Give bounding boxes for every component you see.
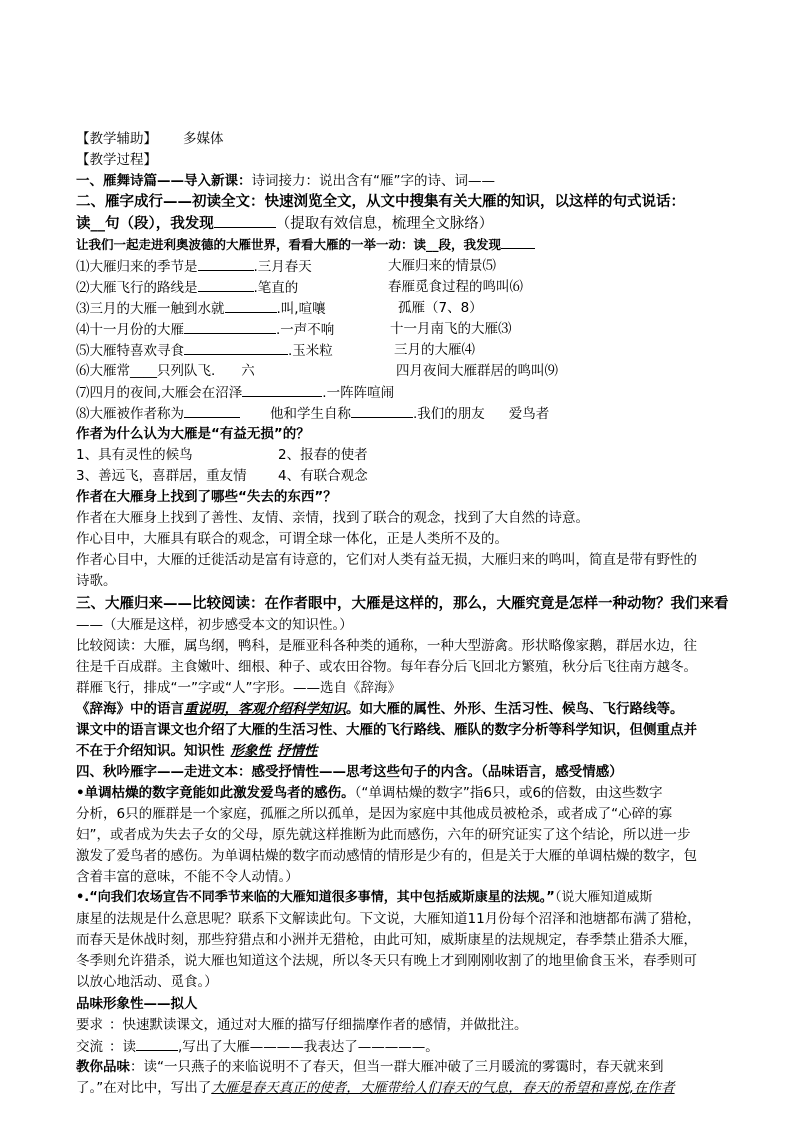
compare-line-2: 往是千百成群。主食嫩叶、细根、种子、或农田谷物。每年春分后飞回北方繁殖，秋分后飞往南方越冬。 xyxy=(76,659,697,675)
compare-line-5: 课文中的语言课文也介绍了大雁的生活习性、大雁的飞行路线、雁队的数字分析等科学知识，但侧重点并 xyxy=(76,722,697,738)
q1-answer-2: 2、报春的使者 xyxy=(278,447,368,463)
emphasis-text: 大雁是春天真正的使者，大雁带给人们春天的气息，春天的希望和喜悦,在作者 xyxy=(211,1080,675,1096)
q1-answer-3: 3、善远飞，喜群居，重友情 xyxy=(76,468,247,484)
q1-question: 作者为什么认为大雁是“有益无损”的？ xyxy=(76,426,310,442)
fill-row-6: ⑹大雁常____只列队飞. 六 xyxy=(76,363,255,379)
fill-row-3: ⑶三月的大雁一触到水就 .叫,喧嚷 xyxy=(76,298,326,319)
section2-title: 二、雁字成行——初读全文： xyxy=(76,194,265,210)
compare-line-4: 《辞海》中的语言重说明，客观介绍科学知识。如大雁的属性、外形、生活习性、候鸟、飞行路线等。 xyxy=(76,701,684,717)
bullet2-line5: 以放心地活动、觅食。） xyxy=(76,974,218,990)
compare-line-1: 比较阅读：大雁，属鸟纲，鸭科，是雁亚科各种类的通称，一种大型游禽。形状略像家鹅，群居水边，往 xyxy=(76,638,697,654)
bullet2-line3: 而春天是休战时刻，那些狩猎点和小洲并无猎枪，由此可知，威斯康星的法规规定，春季禁止猎杀大雁， xyxy=(76,932,697,948)
section1-line xyxy=(76,171,495,191)
emphasis-text: 形象性 xyxy=(230,743,271,759)
section3-text-b: ——（大雁是这样，初步感受本文的知识性。） xyxy=(76,617,353,633)
q2-question: 作者在大雁身上找到了哪些“失去的东西”？ xyxy=(76,489,337,505)
section2-line3 xyxy=(76,234,535,255)
q2-paragraph-2: 作心目中，大雁具有联合的观念，可谓全球一体化，正是人类所不及的。 xyxy=(76,531,508,547)
section5-title: 品味形象性——拟人 xyxy=(76,996,198,1012)
requirement-line: 要求 ：快速默读课文，通过对大雁的描写仔细揣摩作者的感情，并做批注。 xyxy=(76,1017,528,1033)
section3-line xyxy=(76,594,729,614)
fill-row-4: ⑷十一月份的大雁 .一声不响 xyxy=(76,319,334,340)
section1-title: 一、雁舞诗篇——导入新课： xyxy=(76,173,252,189)
fill-row-1-right: 大雁归来的情景⑸ xyxy=(388,258,496,274)
fill-row-7: ⑺四月的夜间,大雁会在沼泽 .一阵阵喧闹 xyxy=(76,382,394,403)
fill-row-4-right: 十一月南飞的大雁⑶ xyxy=(390,321,512,337)
bullet1-line1: •单调枯燥的数字竟能如此激发爱鸟者的感伤。（“单调枯燥的数字”指6只，或6的倍数，由这些数字 xyxy=(76,785,663,801)
section4-line xyxy=(76,762,623,782)
bullet1-line5: 含着丰富的意味，不能不令人动情。） xyxy=(76,869,299,885)
teaching-aid-value: 多媒体 xyxy=(183,131,224,147)
fill-row-2: ⑵大雁飞行的路线是 .笔直的 xyxy=(76,277,298,298)
bullet1-line3: 妇”，或者成为失去子女的父母，原先就这样推断为此而感伤，六年的研究证实了这个结论，所以进一步 xyxy=(76,827,691,843)
section3-title: 三、大雁归来——比较阅读： xyxy=(76,596,265,612)
fill-row-5-right: 三月的大雁⑷ xyxy=(394,342,475,358)
fill-row-2-right: 春雁觅食过程的鸣叫⑹ xyxy=(388,279,523,295)
section1-text: 诗词接力：说出含有“雁”字的诗、词—— xyxy=(251,173,495,189)
section2-sentence-pattern: 读__句（段），我发现 xyxy=(76,216,214,232)
fill-row-8: ⑻大雁被作者称为 他和学生自称 .我们的朋友 爱鸟者 xyxy=(76,403,549,424)
section2-hint: （提取有效信息，梳理全文脉络） xyxy=(275,216,494,232)
section4-title: 四、秋吟雁字——走进文本： xyxy=(76,764,252,780)
q2-paragraph-3b: 诗歌。 xyxy=(76,573,117,589)
section2-line2 xyxy=(76,213,493,234)
q1-answer-1: 1、具有灵性的候鸟 xyxy=(76,447,193,463)
q2-paragraph-3a: 作者心目中，大雁的迁徙活动是富有诗意的，它们对人类有益无损，大雁归来的鸣叫，简直是带有野性的 xyxy=(76,552,697,568)
exchange-label: 交流 xyxy=(76,1039,103,1055)
blank xyxy=(214,213,276,228)
teaching-aid-label: 【教学辅助】 xyxy=(76,131,157,147)
section2-line xyxy=(76,192,685,212)
fill-row-6-right: 四月夜间大雁群居的鸣叫⑼ xyxy=(396,363,558,379)
fill-row-3-right: 孤雁（7、8） xyxy=(398,300,483,316)
bullet2-line1: •.“向我们农场宣告不同季节来临的大雁知道很多事情，其中包括威斯康星的法规。”（说大雁知道威斯 xyxy=(76,890,653,905)
section4-text: 感受抒情性——思考这些句子的内含。（品味语言，感受情感） xyxy=(251,764,623,780)
q2-paragraph-1: 作者在大雁身上找到了善性、友情、亲情，找到了联合的观念，找到了大自然的诗意。 xyxy=(76,510,589,526)
teach-line2: 了。”在对比中，写出了大雁是春天真正的使者，大雁带给人们春天的气息，春天的希望和喜悦,在作者 xyxy=(76,1080,675,1096)
compare-line-3: 群雁飞行，排成“一”字或“人”字形。——选自《辞海》 xyxy=(76,680,401,696)
teaching-process-label: 【教学过程】 xyxy=(76,152,157,168)
blank xyxy=(501,234,535,249)
bullet2-line4: 冬季则允许猎杀，说大雁也知道这个法规，所以冬天只有晚上才到刚刚收割了的地里偷食玉米，春季则可 xyxy=(76,953,697,969)
teach-line: 教你品味：读“一只燕子的来临说明不了春天，但当一群大雁冲破了三月暖流的雾霭时，春天就来到 xyxy=(76,1059,664,1075)
teaching-aid-line xyxy=(76,129,224,149)
fill-row-5: ⑸大雁特喜欢寻食 .玉米粒 xyxy=(76,340,333,361)
emphasis-text: 抒情性 xyxy=(277,743,318,759)
fill-row-1: ⑴大雁归来的季节是 .三月春天 xyxy=(76,256,312,277)
q1-answer-4: 4、有联合观念 xyxy=(278,468,368,484)
section3-text: 在作者眼中，大雁是这样的，那么，大雁究竟是怎样一种动物？我们来看 xyxy=(264,596,729,612)
section2-intro: 让我们一起走进利奥波德的大雁世界，看看大雁的一举一动：读__段，我发现 xyxy=(76,237,502,252)
bullet1-line2: 分析，6只的雁群是一个家庭，孤雁之所以孤单，是因为家庭中其他成员被枪杀，或者成了“心碎的寡 xyxy=(76,806,673,822)
emphasis-text: 重说明，客观介绍科学知识 xyxy=(184,701,346,717)
bullet1-line4: 激发了爱鸟者的感伤。为单调枯燥的数字而动感情的情形是少有的，但是关于大雁的单调枯燥的数字，包 xyxy=(76,848,697,864)
exchange-line: 交流 ：读 ,写出了大雁————我表达了—————。 xyxy=(76,1036,439,1057)
compare-line-6: 不在于介绍知识。知识性 形象性 抒情性 xyxy=(76,743,318,759)
requirement-label: 要求 xyxy=(76,1017,103,1033)
teach-label: 教你品味 xyxy=(76,1059,130,1075)
bullet2-line2: 康星的法规是什么意思呢？联系下文解读此句。下文说，大雁知道11月份每个沼泽和池塘都布满了猎枪， xyxy=(76,911,701,927)
section2-text: 快速浏览全文，从文中搜集有关大雁的知识，以这样的句式说话： xyxy=(264,194,685,210)
